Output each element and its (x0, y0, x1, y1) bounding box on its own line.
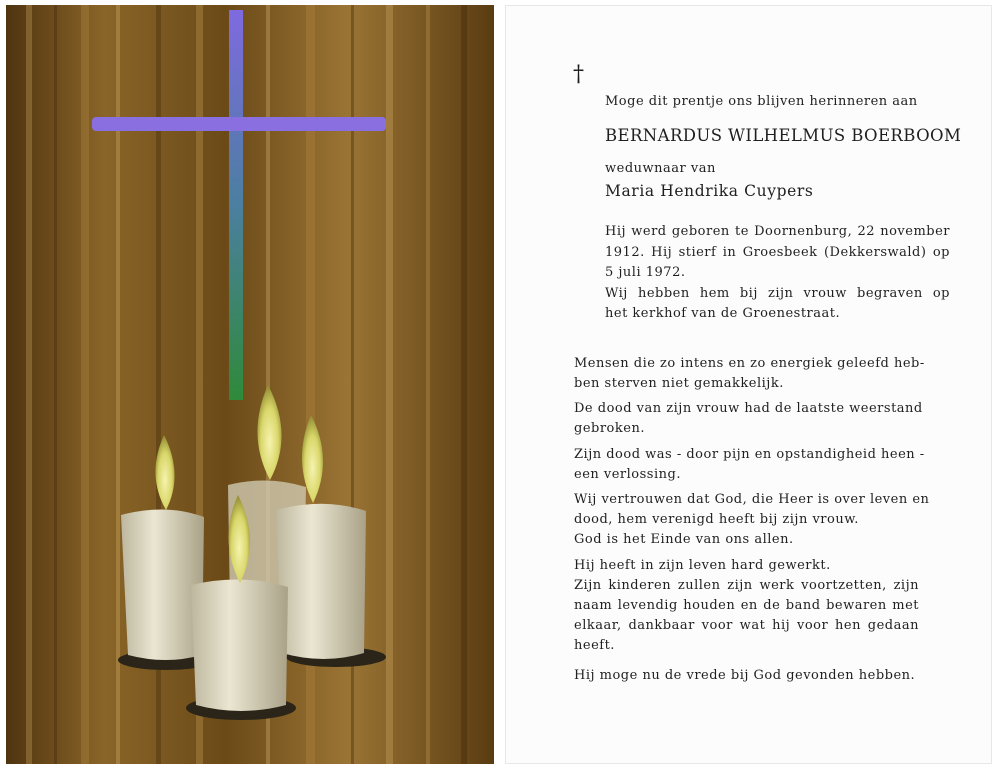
body-line: Zijn kinderen zullen zijn werk voortzetten, zijn (574, 578, 919, 593)
bio-line: 1912. Hij stierf in Groesbeek (Dekkerswald) op (605, 245, 950, 260)
candles-and-cross-illustration (6, 5, 494, 764)
cross-vertical-beam (229, 10, 243, 400)
spouse-name: Maria Hendrika Cuypers (605, 182, 814, 200)
body-line: een verlossing. (574, 467, 681, 482)
bio-line: 5 juli 1972. (605, 265, 686, 280)
cross-icon: † (573, 62, 584, 87)
cross-horizontal-beam (92, 117, 386, 131)
intro-line: Moge dit prentje ons blijven herinneren aan (605, 94, 918, 109)
relation-line: weduwnaar van (605, 161, 716, 176)
devotional-painting (6, 5, 494, 764)
deceased-name: BERNARDUS WILHELMUS BOERBOOM (605, 126, 962, 145)
body-line: Hij moge nu de vrede bij God gevonden hebben. (574, 668, 916, 683)
body-line: gebroken. (574, 421, 645, 436)
body-line: God is het Einde van ons allen. (574, 532, 794, 547)
memorial-card-text (505, 5, 992, 764)
body-line: heeft. (574, 638, 615, 653)
body-line: naam levendig houden en de band bewaren met (574, 598, 919, 613)
bio-line: Hij werd geboren te Doornenburg, 22 november (605, 224, 950, 239)
bio-line: het kerkhof van de Groenestraat. (605, 306, 841, 321)
body-line: dood, hem verenigd heeft bij zijn vrouw. (574, 512, 859, 527)
body-line: Wij vertrouwen dat God, die Heer is over leven en (574, 492, 930, 507)
body-line: Hij heeft in zijn leven hard gewerkt. (574, 558, 831, 573)
body-line: Zijn dood was - door pijn en opstandigheid heen - (574, 447, 925, 462)
body-line: De dood van zijn vrouw had de laatste weerstand (574, 401, 923, 416)
body-line: ben sterven niet gemakkelijk. (574, 376, 784, 391)
bio-line: Wij hebben hem bij zijn vrouw begraven op (605, 286, 950, 301)
body-line: elkaar, dankbaar voor wat hij voor hen gedaan (574, 618, 919, 633)
body-line: Mensen die zo intens en zo energiek geleefd heb- (574, 356, 925, 371)
